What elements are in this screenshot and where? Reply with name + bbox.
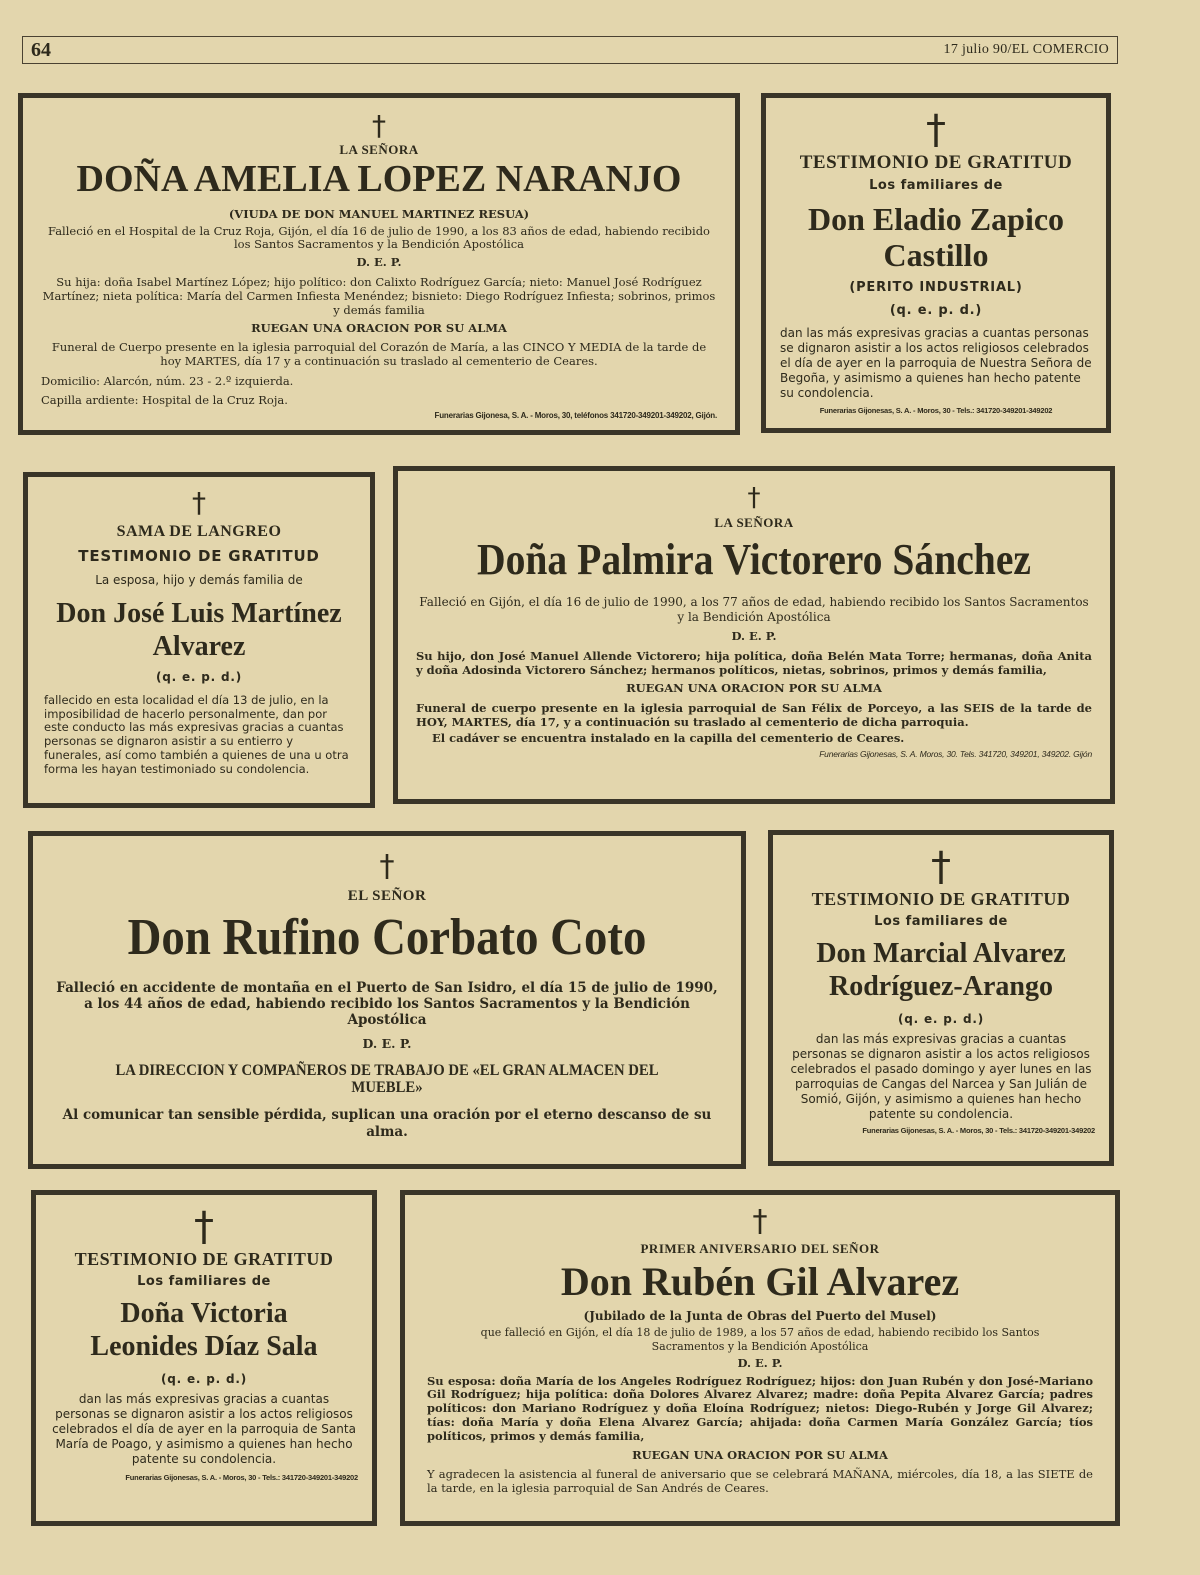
notice-jose-luis-martinez xyxy=(23,472,375,808)
notice-rufino-corbato xyxy=(28,831,746,1169)
notice-intro: Los familiares de xyxy=(869,178,1003,193)
cross-icon: † xyxy=(379,849,395,884)
anniversary-text: Y agradecen la asistencia al funeral de aniversario que se celebrará MAÑANA, miércoles, día 18, a las SIETE de la tarde, en la iglesia parroquial de San Andrés de Ceares. xyxy=(427,1467,1093,1496)
prayer-request: RUEGAN UNA ORACION POR SU ALMA xyxy=(251,321,507,336)
qepd-text: (q. e. p. d.) xyxy=(897,1011,985,1026)
deceased-name: DOÑA AMELIA LOPEZ NARANJO xyxy=(76,158,682,200)
cross-icon: † xyxy=(372,109,386,142)
gratitude-text: dan las más expresivas gracias a cuantas personas se dignaron asistir a los actos religiosos celebrados el día de ayer en la parroquia de Santa María de Poago, y asimismo a quienes han hecho patente su condolencia. xyxy=(52,1391,356,1466)
notice-kicker: PRIMER ANIVERSARIO DEL SEÑOR xyxy=(640,1241,880,1256)
notice-amelia-lopez xyxy=(18,93,740,435)
family-text: Su hijo, don José Manuel Allende Victorero; hija política, doña Belén Mata Torre; hermanas, doña Anita y doña Adosinda Victorero Sánchez; hermanos políticos, nietas, sobrinos, primos y demás familia, xyxy=(416,648,1092,677)
notice-subtitle: (Jubilado de la Junta de Obras del Puerto del Musel) xyxy=(583,1309,937,1323)
prayer-request: RUEGAN UNA ORACION POR SU ALMA xyxy=(626,681,882,696)
address-text: Domicilio: Alarcón, núm. 23 - 2.º izquierda. xyxy=(41,373,294,388)
deceased-name: Don Rubén Gil Alvarez xyxy=(560,1259,960,1304)
notice-eladio-zapico xyxy=(761,93,1111,433)
dep-text: D. E. P. xyxy=(731,628,777,643)
family-text: Su hija: doña Isabel Martínez López; hijo político: don Calixto Rodríguez García; nieto: Manuel José Rodríguez Martínez; nieta política: María del Carmen Infiesta Menéndez; bisnieto: Diego Rodríguez Infiesta; sobrinos, primos y demás familia xyxy=(42,275,716,317)
notice-kicker: TESTIMONIO DE GRATITUD xyxy=(799,152,1073,173)
funeral-text: Funeral de Cuerpo presente en la iglesia parroquial del Corazón de María, a las CINCO Y MEDIA de la tarde de hoy MARTES, día 17 y a continuación su traslado al cementerio de Ceares. xyxy=(51,340,707,369)
deceased-name: Doña Palmira Victorero Sánchez xyxy=(477,535,1031,584)
notice-kicker: TESTIMONIO DE GRATITUD xyxy=(74,1249,334,1269)
deceased-name: Don Rufino Corbato Coto xyxy=(127,909,647,966)
page-number: 64 xyxy=(31,38,51,61)
death-text: Falleció en Gijón, el día 16 de julio de 1990, a los 77 años de edad, habiendo recibido los Santos Sacramentos y la Bendición Apostólica xyxy=(419,595,1089,624)
notice-kicker: EL SEÑOR xyxy=(347,888,427,904)
deceased-name-line-2: Castillo xyxy=(883,236,989,273)
funeral-home-footer: Funerarias Gijonesas, S. A. - Moros, 30 - Tels.: 341720-349201-349202 xyxy=(125,1472,358,1482)
qepd-text: (q. e. p. d.) xyxy=(155,669,243,684)
gratitude-text: dan las más expresivas gracias a cuantas personas se dignaron asistir a los actos religiosos celebrados el pasado domingo y ayer lunes en las parroquias de Cangas del Narcea y San Julián de Somió, Gijón, y asimismo a quienes han hecho patente su condolencia. xyxy=(790,1031,1092,1121)
cross-icon: † xyxy=(194,1204,214,1250)
gratitude-text: fallecido en esta localidad el día 13 de julio, en la imposibilidad de hacerlo personalmente, dan por este conducto las más expresivas gracias a cuantas personas se dignaron asistir a su entierro y funerales, así como también a quienes de una u otra forma les hayan testimoniado su condolencia. xyxy=(44,692,349,776)
funeral-home-footer: Funerarias Gijonesas, S. A. - Moros, 30 - Tels.: 341720-349201-349202 xyxy=(819,406,1053,416)
family-text: Su esposa: doña María de los Angeles Rodríguez Rodríguez; hijos: don Juan Rubén y don José-Mariano Gil Rodríguez; hija política: doña Dolores Alvarez Alvarez; madre: doña Pepita Alvarez García; padres políticos: don Mariano Rodríguez y doña Eloína Rodríguez; nietos: Diego-Rubén y Jorge Gil Alvarez; tías: doña María y doña Elena Alvarez García; ahijada: doña Carmen María González García; tíos políticos, primos y demás familia, xyxy=(427,1373,1093,1443)
notice-subtitle: (VIUDA DE DON MANUEL MARTINEZ RESUA) xyxy=(228,206,530,221)
deceased-name-line-2: Rodríguez-Arango xyxy=(829,971,1053,1003)
gratitude-text: dan las más expresivas gracias a cuantas personas se dignaron asistir a los actos religiosos celebrados el día de ayer en la parroquia de Nuestra Señora de Begoña, y asimismo a quienes han hecho patente su condolencia. xyxy=(780,326,1092,401)
cross-icon: † xyxy=(752,1204,768,1239)
funeral-home-footer: Funerarias Gijonesa, S. A. - Moros, 30, teléfonos 341720-349201-349202, Gijón. xyxy=(434,411,717,421)
notice-intro: Los familiares de xyxy=(874,914,1008,929)
cross-icon: † xyxy=(931,844,951,890)
company-text: LA DIRECCION Y COMPAÑEROS DE TRABAJO DE «EL GRAN ALMACEN DEL MUEBLE» xyxy=(115,1062,659,1096)
notice-marcial-alvarez xyxy=(768,830,1114,1166)
notice-intro: Los familiares de xyxy=(137,1274,271,1289)
prayer-request: RUEGAN UNA ORACION POR SU ALMA xyxy=(632,1447,888,1462)
notice-kicker: LA SEÑORA xyxy=(339,142,419,157)
cross-icon: † xyxy=(192,486,206,519)
cadaver-text: El cadáver se encuentra instalado en la capilla del cementerio de Ceares. xyxy=(432,730,905,745)
notice-victoria-diaz xyxy=(31,1190,377,1526)
death-text: que falleció en Gijón, el día 18 de julio de 1989, a los 57 años de edad, habiendo recibido los Santos Sacramentos y la Bendición Apostólica xyxy=(480,1326,1040,1353)
issue-date: 17 julio 90/EL COMERCIO xyxy=(943,42,1109,57)
funeral-home-footer: Funerarias Gijonesas, S. A. - Moros, 30 - Tels.: 341720-349201-349202 xyxy=(862,1125,1095,1135)
deceased-name-line-1: Don José Luis Martínez xyxy=(56,598,342,629)
deceased-name-line-1: Doña Victoria xyxy=(120,1298,288,1329)
page-header xyxy=(22,36,1118,64)
dep-text: D. E. P. xyxy=(362,1036,412,1052)
deceased-name-line-1: Don Marcial Alvarez xyxy=(816,938,1066,969)
funeral-home-footer: Funerarias Gijonesas, S. A. Moros, 30. Tels. 341720, 349201, 349202. Gijón xyxy=(819,748,1092,759)
notice-kicker: TESTIMONIO DE GRATITUD xyxy=(78,547,320,565)
deceased-name-line-1: Don Eladio Zapico xyxy=(807,201,1065,237)
dep-text: D. E. P. xyxy=(356,255,402,270)
qepd-text: (q. e. p. d.) xyxy=(889,303,983,319)
cross-icon: † xyxy=(926,107,946,153)
death-text: Falleció en el Hospital de la Cruz Roja, Gijón, el día 16 de julio de 1990, a los 83 años de edad, habiendo recibido los Santos Sacramentos y la Bendición Apostólica xyxy=(48,223,710,252)
cross-icon: † xyxy=(747,483,761,513)
death-text: Falleció en accidente de montaña en el Puerto de San Isidro, el día 15 de julio de 1990, a los 44 años de edad, habiendo recibido los Santos Sacramentos y la Bendición Apostólica xyxy=(56,979,718,1028)
notice-place: SAMA DE LANGREO xyxy=(116,523,282,540)
deceased-name-line-2: Alvarez xyxy=(152,631,246,663)
prayer-text: Al comunicar tan sensible pérdida, suplican una oración por el eterno descanso de su alma. xyxy=(62,1106,712,1140)
qepd-text: (q. e. p. d.) xyxy=(160,1371,248,1386)
deceased-name-line-2: Leonides Díaz Sala xyxy=(90,1331,318,1363)
notice-kicker: LA SEÑORA xyxy=(714,515,794,530)
funeral-text: Funeral de cuerpo presente en la iglesia parroquial de San Félix de Porceyo, a las SEIS de la tarde de HOY, MARTES, día 17, y a continuación su traslado al cementerio de dicha parroquia. xyxy=(416,701,1092,729)
notice-intro: La esposa, hijo y demás familia de xyxy=(95,573,303,587)
chapel-text: Capilla ardiente: Hospital de la Cruz Roja. xyxy=(41,392,288,407)
notice-kicker: TESTIMONIO DE GRATITUD xyxy=(811,889,1071,909)
notice-subtitle: (PERITO INDUSTRIAL) xyxy=(849,280,1023,296)
notice-palmira-victorero xyxy=(393,466,1115,804)
notice-ruben-gil xyxy=(400,1190,1120,1526)
dep-text: D. E. P. xyxy=(737,1355,783,1370)
